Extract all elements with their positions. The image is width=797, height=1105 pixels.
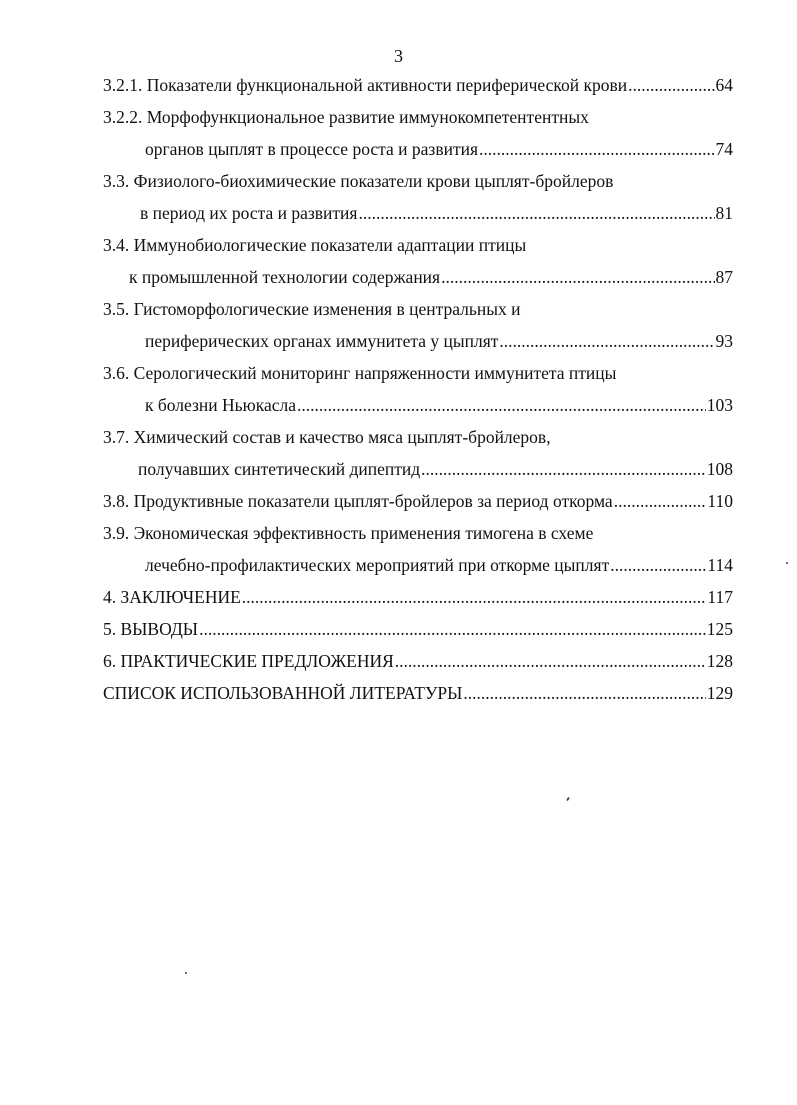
toc-entry-page: 128 bbox=[706, 651, 733, 671]
dot-leader bbox=[628, 72, 714, 98]
scan-speck bbox=[566, 797, 570, 801]
toc-entry-page: 110 bbox=[707, 491, 733, 511]
toc-entry-3-7 bbox=[138, 456, 733, 482]
toc-entry-page: 93 bbox=[715, 331, 733, 351]
toc-entry-recommendations bbox=[103, 648, 733, 674]
toc-entry-title: лечебно-профилактических мероприятий при откорме цыплят bbox=[145, 555, 610, 575]
toc-entry-3-4 bbox=[129, 264, 733, 290]
scan-speck bbox=[786, 562, 788, 564]
toc-entry-3-5 bbox=[145, 328, 733, 354]
toc-entry-title: органов цыплят в процессе роста и развития bbox=[145, 139, 479, 159]
dot-leader bbox=[358, 200, 714, 226]
toc-entry-title-line: 3.7. Химический состав и качество мяса цыплят-бройлеров, bbox=[103, 427, 551, 447]
toc-entry-title-line: 3.4. Иммунобиологические показатели адаптации птицы bbox=[103, 235, 527, 255]
toc-entry-page: 81 bbox=[715, 203, 733, 223]
dot-leader bbox=[479, 136, 714, 162]
toc-entry-title: 4. ЗАКЛЮЧЕНИЕ bbox=[103, 587, 241, 607]
dot-leader bbox=[499, 328, 714, 354]
dot-leader bbox=[199, 616, 706, 642]
toc-entry-page: 87 bbox=[715, 267, 733, 287]
toc-entry-title-line: 3.9. Экономическая эффективность применения тимогена в схеме bbox=[103, 523, 594, 543]
toc-entry-title-line: 3.3. Физиолого-биохимические показатели крови цыплят-бройлеров bbox=[103, 171, 614, 191]
toc-entry-bibliography bbox=[103, 680, 733, 706]
toc-entry-page: 129 bbox=[706, 683, 733, 703]
toc-entry-3-8 bbox=[103, 488, 733, 514]
dot-leader bbox=[610, 552, 706, 578]
toc-entry-title: 3.8. Продуктивные показатели цыплят-бройлеров за период откорма bbox=[103, 491, 613, 511]
toc-entry-title: 5. ВЫВОДЫ bbox=[103, 619, 199, 639]
toc-entry-3-2-1 bbox=[103, 72, 733, 98]
toc-entry-title: в период их роста и развития bbox=[140, 203, 358, 223]
toc-entry-title-line: 3.2.2. Морфофункциональное развитие иммунокомпетентентных bbox=[103, 107, 589, 127]
toc-entry-title: к промышленной технологии содержания bbox=[129, 267, 441, 287]
toc-entry-page: 103 bbox=[706, 395, 733, 415]
toc-entry-findings bbox=[103, 616, 733, 642]
toc-entry-page: 114 bbox=[707, 555, 733, 575]
toc-entry-page: 74 bbox=[715, 139, 733, 159]
toc-entry-title: к болезни Ньюкасла bbox=[145, 395, 296, 415]
dot-leader bbox=[421, 456, 706, 482]
dot-leader bbox=[242, 584, 707, 610]
toc-entry-3-3 bbox=[140, 200, 733, 226]
toc-entry-page: 64 bbox=[715, 75, 733, 95]
dot-leader bbox=[614, 488, 707, 514]
toc-entry-3-6 bbox=[145, 392, 733, 418]
toc-entry-title: периферических органах иммунитета у цыплят bbox=[145, 331, 499, 351]
toc-entry-conclusion bbox=[103, 584, 733, 610]
dot-leader bbox=[441, 264, 714, 290]
dot-leader bbox=[297, 392, 706, 418]
scan-speck bbox=[185, 972, 187, 974]
toc-entry-title: получавших синтетический дипептид bbox=[138, 459, 421, 479]
toc-entry-page: 125 bbox=[706, 619, 733, 639]
toc-entry-page: 108 bbox=[706, 459, 733, 479]
toc-entry-title: СПИСОК ИСПОЛЬЗОВАННОЙ ЛИТЕРАТУРЫ bbox=[103, 683, 463, 703]
toc-entry-page: 117 bbox=[707, 587, 733, 607]
toc-entry-title-line: 3.5. Гистоморфологические изменения в центральных и bbox=[103, 299, 521, 319]
dot-leader bbox=[395, 648, 706, 674]
toc-entry-title: 3.2.1. Показатели функциональной активности периферической крови bbox=[103, 75, 628, 95]
toc-entry-title-line: 3.6. Серологический мониторинг напряженности иммунитета птицы bbox=[103, 363, 617, 383]
dot-leader bbox=[463, 680, 705, 706]
toc-entry-3-2-2 bbox=[145, 136, 733, 162]
page-number: 3 bbox=[394, 46, 403, 66]
toc-entry-title: 6. ПРАКТИЧЕСКИЕ ПРЕДЛОЖЕНИЯ bbox=[103, 651, 394, 671]
toc-entry-3-9 bbox=[145, 552, 733, 578]
